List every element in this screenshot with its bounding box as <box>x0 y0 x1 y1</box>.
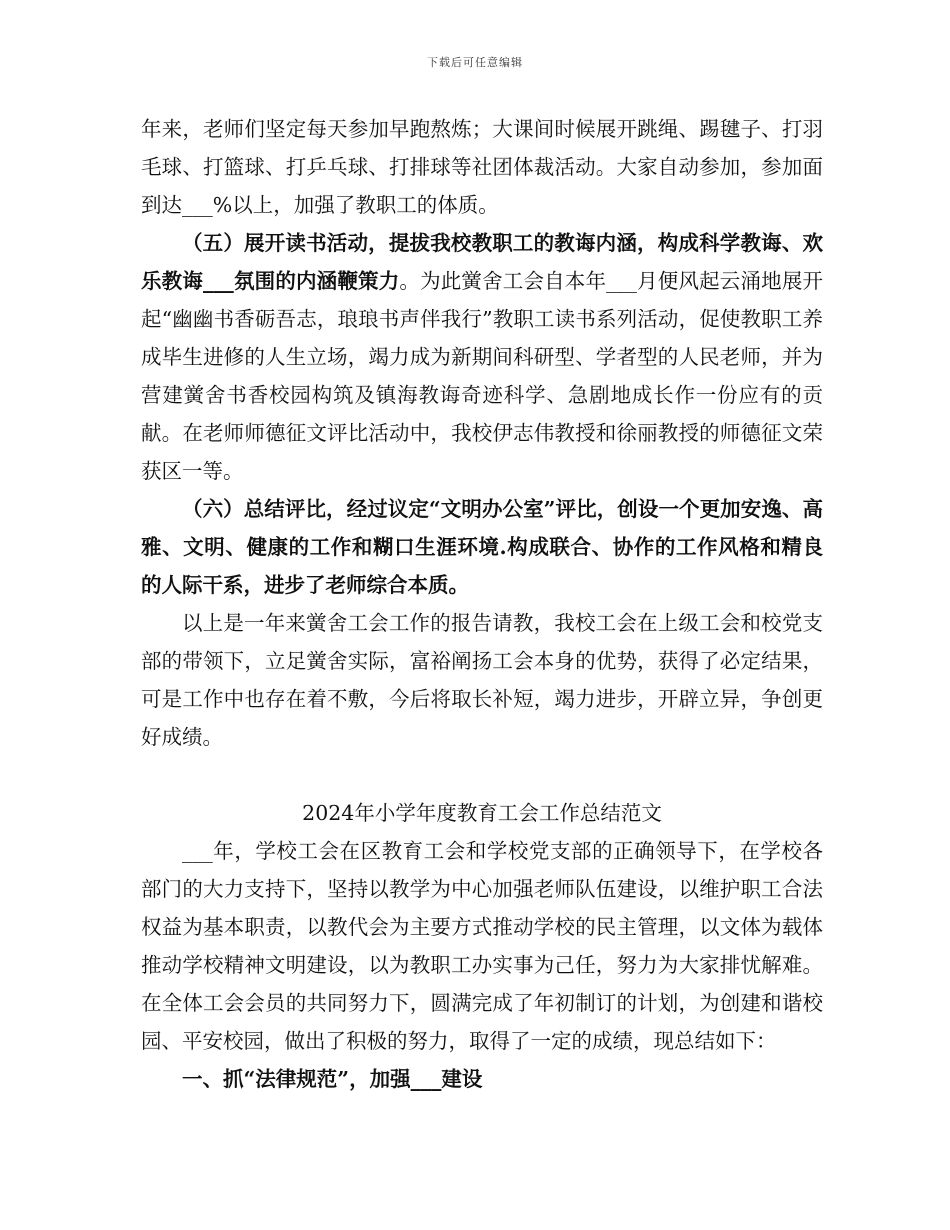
paragraph-continuation: 年来，老师们坚定每天参加早跑熬炼；大课间时候展开跳绳、踢毽子、打羽毛球、打篮球、打乒乓球、打排球等社团体裁活动。大家自动参加，参加面到达___%以上，加强了教职工的体质。 <box>141 117 823 217</box>
paragraph-heading-bold: （五）展开读书活动，提拔我校教职工的教诲内涵，构成科学教诲、欢乐教诲___氛围的内涵鞭策力 <box>141 231 823 293</box>
section-title: 2024年小学年度教育工会工作总结范文 <box>302 801 662 825</box>
paragraph-intro: ___年，学校工会在区教育工会和学校党支部的正确领导下，在学校各部门的大力支持下，坚持以教学为中心加强老师队伍建设，以维护职工合法权益为基本职责，以教代会为主要方式推动学校的民主管理，以文体为载体推动学校精神文明建设，以为教职工办实事为己任，努力为大家排忧解难。在全体工会会员的共同努力下，圆满完成了年初制订的计划，为创建和谐校园、平安校园，做出了积极的努力，取得了一定的成绩，现总结如下： <box>141 839 823 1053</box>
paragraph-body: 。为此黉舍工会自本年___月便风起云涌地展开起“幽幽书香砺吾志，琅琅书声伴我行”教职工读书系列活动，促使教职工养成毕生进修的人生立场，竭力成为新期间科研型、学者型的人民老师，并为营建黉舍书香校园构筑及镇海教诲奇迹科学、急剧地成长作一份应有的贡献。在老师师德征文评比活动中，我校伊志伟教授和徐丽教授的师德征文荣获区一等。 <box>141 269 824 483</box>
document-body <box>141 110 823 1098</box>
page-header: 下载后可任意编辑 <box>427 56 523 69</box>
section-heading: 一、抓“法律规范”，加强___建设 <box>182 1067 483 1091</box>
paragraph-reading-activity <box>141 224 823 490</box>
paragraph-summary: 以上是一年来黉舍工会工作的报告请教，我校工会在上级工会和校党支部的带领下，立足黉舍实际，富裕阐扬工会本身的优势，获得了必定结果，可是工作中也存在着不敷，今后将取长补短，竭力进步，开辟立异，争创更好成绩。 <box>141 611 823 749</box>
paragraph-evaluation: （六）总结评比，经过议定“文明办公室”评比，创设一个更加安逸、高雅、文明、健康的工作和糊口生涯环境.构成联合、协作的工作风格和精良的人际干系，进步了老师综合本质。 <box>141 497 823 597</box>
